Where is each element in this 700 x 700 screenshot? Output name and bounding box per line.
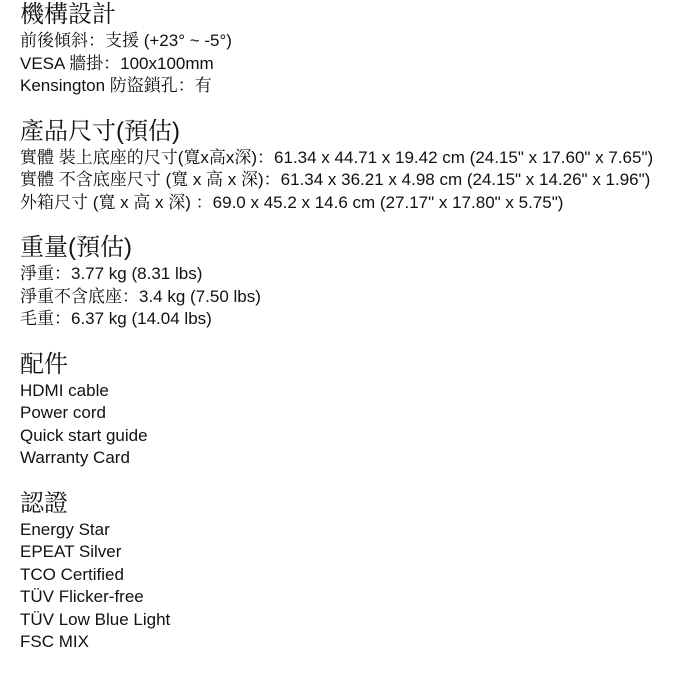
spec-line-tilt: 前後傾斜：支援 (+23° ~ -5°) [20, 31, 232, 50]
spec-line-net-weight-without-stand: 淨重不含底座：3.4 kg (7.50 lbs) [20, 286, 261, 306]
section-gap [20, 331, 680, 350]
dimensions-section [20, 117, 680, 215]
certification-item: Energy Star [20, 519, 110, 539]
mechanical-section [20, 0, 680, 98]
certification-item: TÜV Low Blue Light [20, 609, 171, 629]
weight-section [20, 233, 680, 331]
section-gap [20, 98, 680, 117]
spec-line-box-dimensions: 外箱尺寸 (寬 x 高 x 深) ：69.0 x 45.2 x 14.6 cm (27.17" x 17.80" x 5.75") [20, 192, 564, 212]
certification-item: FSC MIX [20, 632, 89, 651]
spec-line-dimensions-with-stand: 實體 裝上底座的尺寸(寬x高x深)：61.34 x 44.71 x 19.42 cm (24.15" x 17.60" x 7.65") [20, 147, 654, 167]
spec-line-vesa: VESA 牆掛：100x100mm [20, 53, 214, 73]
accessory-item: HDMI cable [20, 380, 109, 400]
section-title-mechanical: 機構設計 [20, 1, 116, 28]
certification-item: TCO Certified [20, 564, 124, 584]
spec-sheet [20, 0, 680, 654]
accessory-item: Warranty Card [20, 448, 130, 467]
accessory-item: Power cord [20, 403, 106, 422]
section-title-certifications: 認證 [20, 489, 68, 517]
section-title-weight: 重量(預估) [20, 234, 132, 261]
section-title-accessories: 配件 [20, 350, 68, 378]
certification-item: EPEAT Silver [20, 542, 122, 561]
accessories-section [20, 350, 680, 470]
certifications-section [20, 489, 680, 654]
certification-item: TÜV Flicker-free [20, 587, 144, 606]
spec-line-kensington: Kensington 防盜鎖孔：有 [20, 76, 212, 95]
accessory-item: Quick start guide [20, 425, 148, 445]
section-gap [20, 470, 680, 489]
spec-line-dimensions-without-stand: 實體 不含底座尺寸 (寬 x 高 x 深)：61.34 x 36.21 x 4.98 cm (24.15" x 14.26" x 1.96") [20, 170, 651, 189]
section-title-dimensions: 產品尺寸(預估) [20, 117, 180, 145]
section-gap [20, 214, 680, 233]
spec-line-gross-weight: 毛重：6.37 kg (14.04 lbs) [20, 309, 212, 328]
spec-line-net-weight: 淨重：3.77 kg (8.31 lbs) [20, 264, 203, 283]
